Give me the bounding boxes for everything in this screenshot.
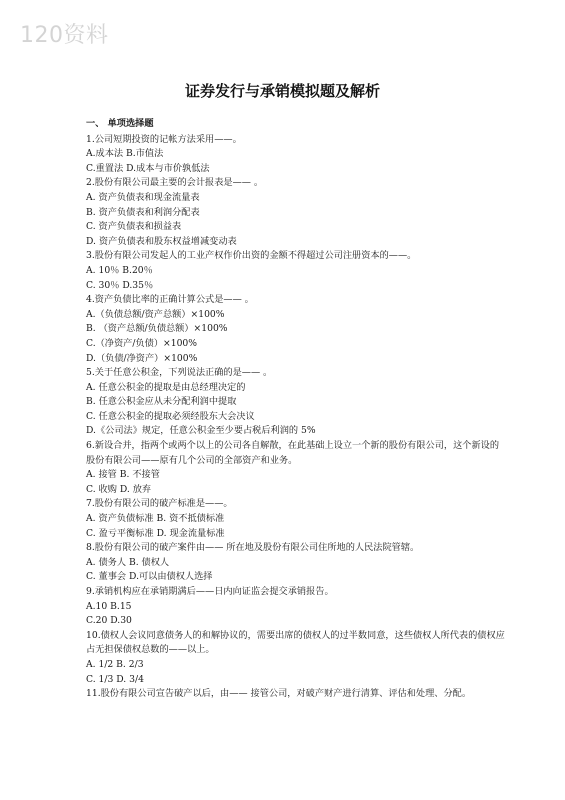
text-line: C.（净资产/负债）×100% [86,337,197,349]
text-line: C. 盈亏平衡标准 D. 现金流量标准 [86,527,225,539]
text-line: 7.股份有限公司的破产标准是——。 [86,498,233,510]
text-line: A. 接管 B. 不接管 [86,469,160,481]
text-line: 1.公司短期投资的记帐方法采用——。 [86,133,242,145]
text-line: D.（负债/净资产）×100% [86,352,198,364]
text-line: A. 债务人 B. 债权人 [86,556,170,568]
text-line: A. 资产负债标准 B. 资不抵债标准 [86,513,225,525]
document-title: 证券发行与承销模拟题及解析 [184,82,380,100]
text-line: 9.承销机构应在承销期满后——日内向证监会提交承销报告。 [86,586,334,597]
document-body [86,117,506,702]
text-line: A. 资产负债表和现金流量表 [86,191,200,203]
text-line: B. 资产负债表和利润分配表 [86,206,200,218]
text-line: A. 任意公积金的提取是由总经理决定的 [86,381,246,393]
question-list [86,133,506,702]
text-line: A.10 B.15 [86,600,132,612]
text-line: 6.新设合并，指两个或两个以上的公司各自解散，在此基础上设立一个新的股份有限公司，这个新设的股份有限公司——原有几个公司的全部资产和业务。 [86,440,500,466]
text-line: 3.股份有限公司发起人的工业产权作价出资的金额不得超过公司注册资本的——。 [86,250,417,262]
text-line: C.重置法 D.成本与市价孰低法 [86,162,210,174]
text-line: C. 1/3 D. 3/4 [86,673,144,685]
text-line: 10.债权人会议同意债务人的和解协议的，需要出席的债权人的过半数同意，这些债权人所代表的债权应占无担保债权总数的——以上。 [86,629,505,656]
text-line: B. 任意公积金应从未分配利润中提取 [86,396,237,408]
text-line: C. 收购 D. 放弃 [86,483,152,495]
text-line: A. 1/2 B. 2/3 [86,658,144,670]
section-heading: 一、 单项选择题 [86,118,154,129]
text-line: D.《公司法》规定，任意公积金至少要占税后利润的 5% [86,425,316,437]
text-line: C. 30％ D.35％ [86,279,154,291]
text-line: A.成本法 B.市值法 [86,148,164,160]
text-line: D. 资产负债表和股东权益增减变动表 [86,235,237,247]
text-line: 4.资产负债比率的正确计算公式是—— 。 [86,294,254,306]
text-line: C.20 D.30 [86,615,132,627]
text-line: C. 董事会 D.可以由债权人选择 [86,571,213,583]
text-line: C. 任意公积金的提取必须经股东大会决议 [86,410,255,422]
text-line: 11.股份有限公司宣告破产以后，由—— 接管公司，对破产财产进行清算、评估和处理、分配。 [86,688,472,700]
text-line: A. 10％ B.20％ [86,264,153,276]
text-line: 5.关于任意公积金，下列说法正确的是—— 。 [86,367,273,379]
text-line: C. 资产负债表和损益表 [86,221,182,233]
text-line: B. （资产总额/负债总额）×100% [86,323,228,335]
text-line: 2.股份有限公司最主要的会计报表是—— 。 [86,177,264,189]
text-line: 8.股份有限公司的破产案件由—— 所在地及股份有限公司住所地的人民法院管辖。 [86,542,420,554]
watermark: 120资料 [20,23,109,48]
text-line: A.（负债总额/资产总额）×100% [86,308,225,320]
